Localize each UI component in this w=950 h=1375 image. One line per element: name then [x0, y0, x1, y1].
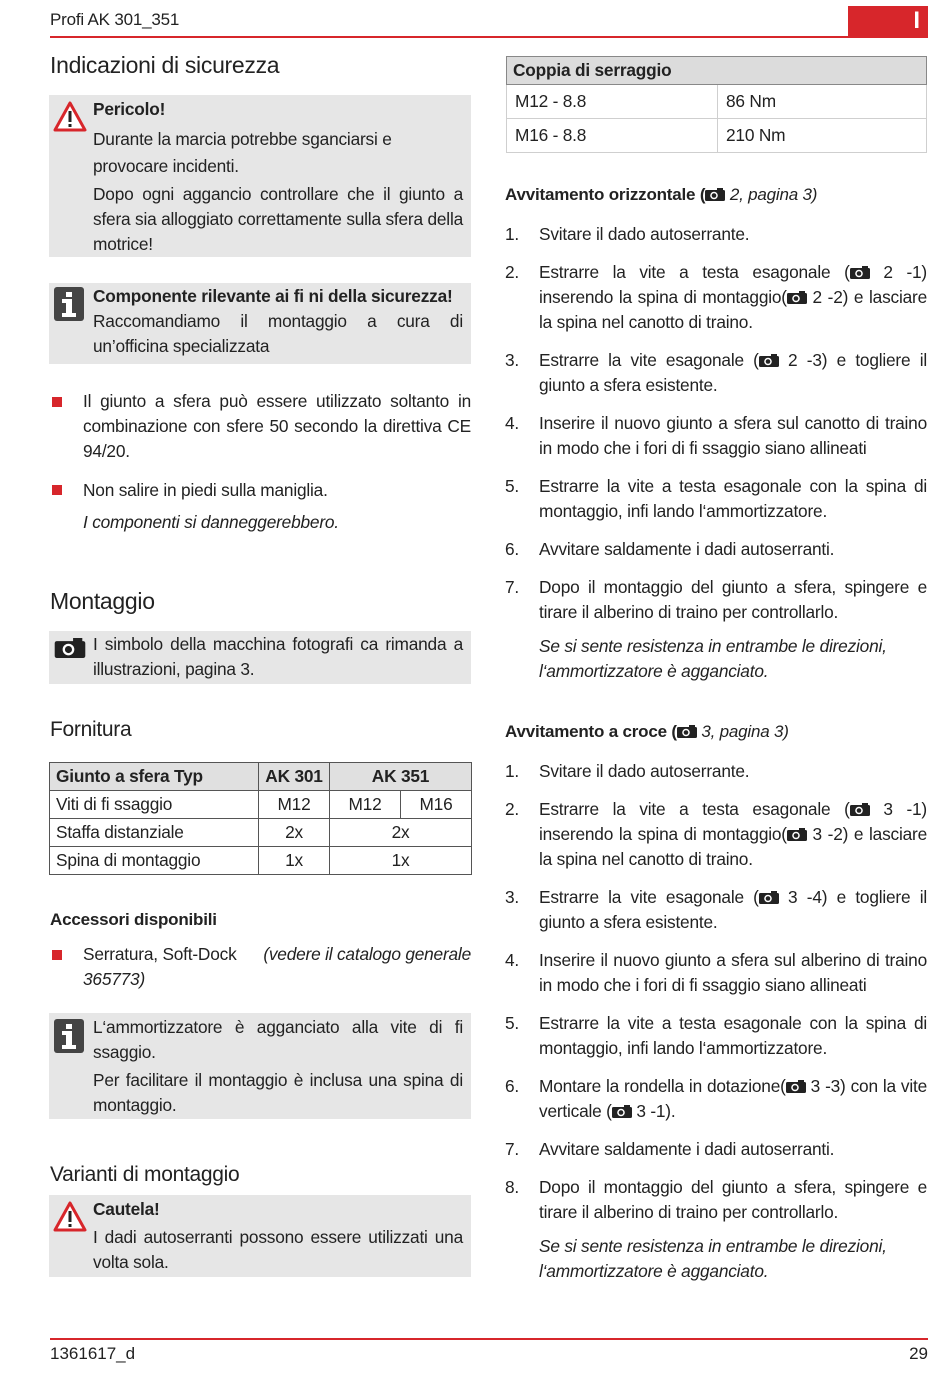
supply-col-ak351: AK 351 [330, 763, 472, 791]
list-item [505, 575, 927, 684]
caution-box [49, 1195, 471, 1277]
list-item [505, 411, 927, 461]
page-number: 29 [909, 1344, 928, 1363]
supply-col-type: Giunto a sfera Typ [50, 763, 259, 791]
danger-box [49, 95, 471, 257]
supply-cell-label: Staffa distanziale [50, 819, 259, 847]
step-number: 4. [505, 413, 520, 433]
step-number: 5. [505, 476, 520, 496]
horizontal-heading-ref: 2, pagina 3) [725, 185, 818, 204]
supply-cell-ak301: 2x [259, 819, 330, 847]
torque-heading: Coppia di serraggio [507, 57, 927, 85]
step-text: Estrarre la vite a testa esagonale con la spina di montaggio, infi lando l‘ammortizzatore. [539, 476, 927, 521]
danger-content [93, 97, 463, 257]
camera-note-text: I simbolo della macchina fotografi ca rimanda a illustrazioni, pagina 3. [93, 634, 463, 679]
step-text: 3 -1) inserendo la spina di montaggio( [539, 799, 927, 844]
step-note: Se si sente resistenza in entrambe le direzioni, l‘ammortizzatore è agganciato. [539, 1236, 887, 1281]
step-text: Dopo il montaggio del giunto a sfera, spingere e tirare il alberino di traino per controllarlo. [539, 1177, 927, 1222]
danger-text-1: Durante la marcia potrebbe sganciarsi e provocare incidenti. [93, 129, 392, 176]
caution-content [93, 1197, 463, 1275]
step-text: 3 -4) e togliere il giunto a sfera esistente. [539, 887, 927, 932]
list-item [505, 474, 927, 524]
step-text: Svitare il dado autoserrante. [539, 224, 750, 244]
info-icon [54, 287, 84, 326]
step-text: Svitare il dado autoserrante. [539, 761, 750, 781]
cross-steps [505, 759, 927, 1297]
bullet-marker [52, 485, 62, 495]
list-item [505, 948, 927, 998]
camera-icon [786, 1080, 806, 1093]
accessory-item [83, 942, 471, 992]
camera-icon [759, 354, 779, 367]
accessory-info-content [93, 1015, 463, 1118]
table-row [50, 819, 472, 847]
list-item [505, 1137, 927, 1162]
step-note: Se si sente resistenza in entrambe le direzioni, l‘ammortizzatore è agganciato. [539, 636, 887, 681]
list-item [505, 222, 927, 247]
fornitura-heading: Fornitura [50, 718, 132, 741]
supply-table [49, 762, 472, 875]
list-item [505, 260, 927, 335]
torque-bolt: M16 - 8.8 [507, 119, 718, 153]
info-icon [54, 1019, 84, 1058]
list-item [505, 537, 927, 562]
step-number: 8. [505, 1177, 520, 1197]
danger-title: Pericolo! [93, 99, 166, 119]
caution-title: Cautela! [93, 1199, 160, 1219]
accessory-info-box [49, 1013, 471, 1119]
accessory-name: Serratura, Soft-Dock [83, 944, 237, 964]
step-number: 7. [505, 577, 520, 597]
camera-icon [850, 803, 870, 816]
accessories-heading: Accessori disponibili [50, 910, 217, 929]
horizontal-heading-text: Avvitamento orizzontale ( [505, 185, 706, 204]
cross-heading [505, 722, 789, 742]
safety-heading: Indicazioni di sicurezza [50, 52, 280, 78]
horizontal-heading [505, 185, 817, 205]
step-text: Inserire il nuovo giunto a sfera sul alberino di traino in modo che i fori di fi ssaggio siano allineati [539, 950, 927, 995]
header-rule [50, 36, 850, 38]
language-tab-label: I [913, 7, 920, 34]
language-tab [848, 6, 928, 38]
camera-icon [787, 291, 807, 304]
list-item [505, 1011, 927, 1061]
caution-text: I dadi autoserranti possono essere utilizzati una volta sola. [93, 1227, 463, 1272]
step-number: 2. [505, 262, 520, 282]
bullet-handle-note: I componenti si danneggerebbero. [83, 512, 339, 532]
document-title: Profi AK 301_351 [50, 10, 180, 29]
accessory-ref-a: (vedere il catalogo generale [263, 944, 471, 964]
accessory-info-text-1: L‘ammortizzatore è agganciato alla vite di fi ssaggio. [93, 1017, 463, 1062]
warning-icon [53, 101, 87, 138]
horizontal-steps [505, 222, 927, 697]
camera-icon [612, 1105, 632, 1118]
table-row [507, 119, 927, 153]
safety-info-content [93, 284, 463, 359]
step-number: 6. [505, 539, 520, 559]
table-row [50, 847, 472, 875]
supply-col-ak301: AK 301 [259, 763, 330, 791]
safety-info-box [49, 283, 471, 364]
torque-value: 86 Nm [718, 85, 927, 119]
warning-icon [53, 1201, 87, 1238]
supply-cell-label: Viti di fi ssaggio [50, 791, 259, 819]
step-text: Estrarre la vite a testa esagonale ( [539, 262, 850, 282]
step-number: 6. [505, 1076, 520, 1096]
footer-rule [50, 1338, 928, 1340]
step-text: Estrarre la vite esagonale ( [539, 350, 759, 370]
camera-icon [850, 266, 870, 279]
step-number: 4. [505, 950, 520, 970]
table-row [507, 85, 927, 119]
table-row [50, 791, 472, 819]
list-item [505, 885, 927, 935]
camera-icon [759, 891, 779, 904]
step-text: 3 -1). [631, 1101, 676, 1121]
step-text: 2 -2) e lasciare la spina nel canotto di traino. [539, 287, 927, 332]
accessory-ref-b: 365773) [83, 969, 146, 989]
step-text: 2 -3) e togliere il giunto a sfera esistente. [539, 350, 927, 395]
step-number: 3. [505, 350, 520, 370]
step-text: Avvitare saldamente i dadi autoserranti. [539, 539, 835, 559]
cross-heading-ref: 3, pagina 3) [696, 722, 789, 741]
supply-cell-ak351-m16: M16 [401, 791, 472, 819]
step-text: Estrarre la vite a testa esagonale ( [539, 799, 850, 819]
step-number: 5. [505, 1013, 520, 1033]
cross-heading-text: Avvitamento a croce ( [505, 722, 677, 741]
supply-cell-ak351: 1x [330, 847, 472, 875]
step-number: 3. [505, 887, 520, 907]
accessory-info-text-2: Per facilitare il montaggio è inclusa una spina di montaggio. [93, 1070, 463, 1115]
bullet-marker [52, 397, 62, 407]
list-item [505, 348, 927, 398]
bullet-ball-coupling-text: Il giunto a sfera può essere utilizzato soltanto in combinazione con sfere 50 secondo la direttiva CE 94/20. [83, 391, 471, 461]
safety-info-text: Raccomandiamo il montaggio a cura di un’officina specializzata [93, 311, 463, 356]
torque-value: 210 Nm [718, 119, 927, 153]
varianti-heading: Varianti di montaggio [50, 1163, 240, 1186]
supply-cell-label: Spina di montaggio [50, 847, 259, 875]
step-text: Avvitare saldamente i dadi autoserranti. [539, 1139, 835, 1159]
camera-icon [787, 828, 807, 841]
doc-number: 1361617_d [50, 1344, 136, 1363]
supply-cell-ak301: M12 [259, 791, 330, 819]
supply-cell-ak351: 2x [330, 819, 472, 847]
step-number: 1. [505, 761, 520, 781]
step-text: Inserire il nuovo giunto a sfera sul canotto di traino in modo che i fori di fi ssaggio siano allineati [539, 413, 927, 458]
danger-text-2: Dopo ogni aggancio controllare che il giunto a sfera sia alloggiato correttamente sulla sfera della motrice! [93, 184, 463, 254]
torque-table [506, 56, 927, 153]
step-text: 3 -3) con la vite verticale ( [539, 1076, 928, 1121]
supply-table-header [50, 763, 472, 791]
bullet-handle-text: Non salire in piedi sulla maniglia. [83, 480, 328, 500]
step-number: 2. [505, 799, 520, 819]
camera-icon [705, 188, 725, 201]
step-number: 7. [505, 1139, 520, 1159]
bullet-marker [52, 950, 62, 960]
camera-icon [677, 725, 697, 738]
step-text: 2 -1) inserendo la spina di montaggio( [539, 262, 927, 307]
list-item [505, 797, 927, 872]
step-text: 3 -2) e lasciare la spina nel canotto di traino. [539, 824, 927, 869]
montaggio-heading: Montaggio [50, 588, 155, 614]
list-item [505, 759, 927, 784]
supply-cell-ak351-m12: M12 [330, 791, 401, 819]
safety-info-title: Componente rilevante ai fi ni della sicurezza! [93, 286, 453, 306]
camera-note-box [49, 631, 471, 684]
list-item [505, 1074, 927, 1124]
list-item [505, 1175, 927, 1284]
step-text: Montare la rondella in dotazione( [539, 1076, 786, 1096]
step-text: Dopo il montaggio del giunto a sfera, spingere e tirare il alberino di traino per controllarlo. [539, 577, 927, 622]
step-number: 1. [505, 224, 520, 244]
supply-cell-ak301: 1x [259, 847, 330, 875]
step-text: Estrarre la vite a testa esagonale con la spina di montaggio, infi lando l‘ammortizzatore. [539, 1013, 927, 1058]
step-text: Estrarre la vite esagonale ( [539, 887, 759, 907]
camera-icon [54, 638, 86, 658]
torque-bolt: M12 - 8.8 [507, 85, 718, 119]
